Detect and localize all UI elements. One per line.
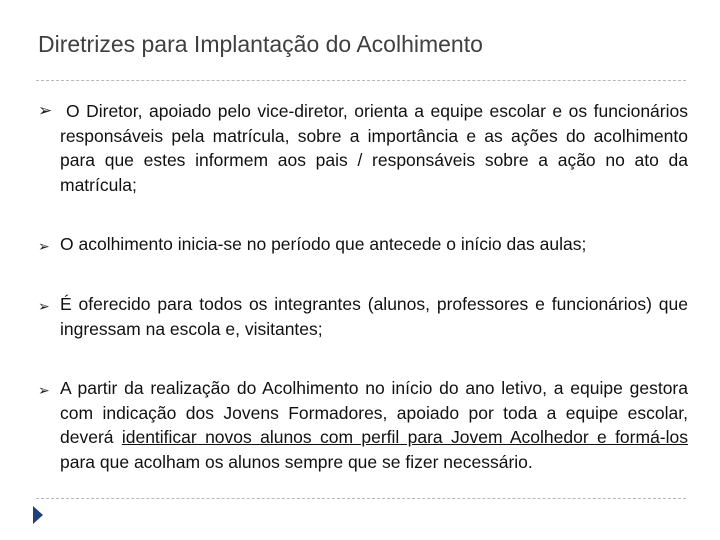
bullet-text-part: para que acolham os alunos sempre que se fizer necessário. (60, 451, 533, 472)
slide-title: Diretrizes para Implantação do Acolhimento (38, 31, 483, 57)
title-divider (36, 80, 686, 81)
arrow-bullet-icon: ➢ (38, 238, 50, 254)
arrow-bullet-icon: ➢ (38, 101, 53, 120)
underlined-text: identificar novos alunos com perfil para Jovem Acolhedor e formá-los (121, 427, 689, 447)
arrow-bullet-icon: ➢ (38, 298, 50, 314)
slide-corner-icon (33, 506, 43, 524)
bullet-text: É oferecido para todos os integrantes (alunos, professores e funcionários) que ingressam na escola e, visitantes; (60, 294, 688, 339)
bullet-text: O Diretor, apoiado pelo vice-diretor, orienta a equipe escolar e os funcionários responsáveis pela matrícula, sobre a importância e as ações do acolhimento para que estes informem aos pais / responsáveis sobre a ação no ato da matrícula; (60, 101, 688, 195)
bullet-item (38, 99, 688, 197)
arrow-bullet-icon: ➢ (38, 382, 50, 398)
bullet-text (60, 376, 688, 474)
bullet-text-part: A partir da realização do Acolhimento no início do ano letivo, a equipe gestora com indicação dos Jovens Formadores, apoiado por toda a equipe escolar, deverá (60, 378, 688, 447)
bullet-text: O acolhimento inicia-se no período que antecede o início das aulas; (60, 234, 587, 254)
footer-divider (36, 498, 686, 499)
bullet-item (38, 292, 688, 341)
bullet-item (38, 232, 688, 257)
bullet-item (38, 376, 688, 474)
